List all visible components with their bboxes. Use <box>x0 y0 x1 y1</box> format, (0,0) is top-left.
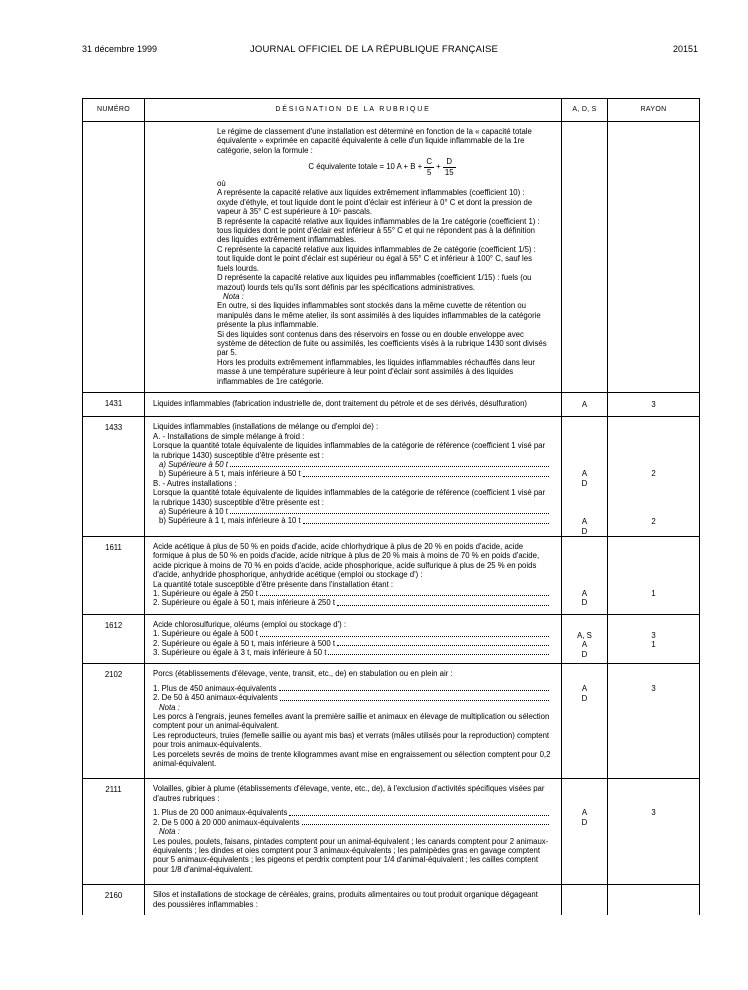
header-title: JOURNAL OFFICIEL DE LA RÉPUBLIQUE FRANÇAISE <box>249 44 499 55</box>
table-row: 1612 Acide chlorosulfurique, oléums (emploi ou stockage d') : 1. Supérieure ou égale à 500 t 2. Supérieure ou égale à 50 t, mais inférieure à 500 t 3. Supérieure ou égale à 3 t, mais inférieure à 50 t A, S A D 3 1 <box>83 614 700 664</box>
table-row: 1611 Acide acétique à plus de 50 % en poids d'acide, acide chlorhydrique à plus de 20 % en poids d'acide, acide formique à plus de 50 % en poids d'acide, acide nitrique à plus de 20 % mais à moins de 70 % en poids d'acide, acide picrique à moins de 70 % en poids d'acide, acide phosphorique, acide sulfurique à plus de 25 % en poids d'acide, anhydride phosphorique, anhydride acétique (emploi ou stockage d') : La quantité totale susceptible d'être présente dans l'installation étant : 1. Supérieure ou égale à 250 t 2. Supérieure ou égale à 50 t, mais inférieure à 250 t A D 1 <box>83 536 700 614</box>
col-designation: DÉSIGNATION DE LA RUBRIQUE <box>145 99 562 122</box>
rubrique-number: 1612 <box>83 614 145 664</box>
header-date: 31 décembre 1999 <box>82 44 158 54</box>
table-header-row <box>83 99 700 122</box>
table-row: 2160 Silos et installations de stockage de céréales, grains, produits alimentaires ou tout produit organique dégageant des poussières inflammables : <box>83 885 700 915</box>
col-ads: A, D, S <box>562 99 608 122</box>
table-row: 2111 Volailles, gibier à plume (établissements d'élevage, vente, etc., de), à l'exclusion d'activités spécifiques visées par d'autres rubriques : 1. Plus de 20 000 animaux-équivalents 2. De 5 000 à 20 000 animaux-équivalents Nota : Les poules, poulets, faisans, pintades comptent pour un animal-équivalent ; les canards comptent pour 2 animaux-équivalents ; les dindes et oies comptent pour 3 animaux-équivalents ; les palmipèdes gras en gavage comptent pour 5 animaux-équivalents ; les pigeons et perdrix comptent pour 1/4 d'animal-équivalent ; les cailles comptent pour 1/8 d'animal-équivalent. A D 3 <box>83 779 700 885</box>
formula: C équivalente totale = 10 A + B + $\frac{C}{5}$ + $\frac{D}{15}$ <box>308 157 454 177</box>
col-numero: NUMÉRO <box>83 99 145 122</box>
rubrique-table <box>82 98 700 915</box>
table-row: 1433 Liquides inflammables (installations de mélange ou d'emploi de) : A. - Installations de simple mélange à froid : Lorsque la quantité totale équivalente de liquides inflammables de la catégorie de référence (coefficient 1 visé par la rubrique 1430) susceptible d'être présente est : a) Supérieure à 50 t b) Supérieure à 5 t, mais inférieure à 50 t B. - Autres installations : Lorsque la quantité totale équivalente de liquides inflammables de la catégorie de référence (coefficient 1 visé par la rubrique 1430) susceptible d'être présente est : a) Supérieure à 10 t b) Supérieure à 1 t, mais inférieure à 10 t A D A D 2 2 <box>83 417 700 537</box>
header-page-number: 20151 <box>672 44 698 54</box>
rubrique-number: 1433 <box>83 417 145 537</box>
intro-text: Le régime de classement d'une installation est déterminé en fonction de la « capacité totale équivalente » exprimée en capacité équivalente à celle d'un liquide inflammable de la 1re catégorie, selon la formule : C équivalente totale = 10 A + B + $\frac{C}{5}$ + $\frac{D}{15}$ où A représente la capacité relative aux liquides extrêmement inflammables (coefficient 10) : oxyde d'éthyle, et tout liquide dont le point d'éclair est inférieur à 0° C et dont la pression de vapeur à 35° C est supérieure à 10⁵ pascals. B représente la capacité relative aux liquides inflammables de la 1re catégorie (coefficient 1) : tous liquides dont le point d'éclair est inférieur à 55° C et qui ne répondent pas à la définition des liquides extrêmement inflammables. C représente la capacité relative aux liquides inflammables de 2e catégorie (coefficient 1/5) : tout liquide dont le point d'éclair est supérieur ou égal à 55° C et inférieur à 100° C, sauf les fuels lourds. D représente la capacité relative aux liquides peu inflammables (coefficient 1/15) : fuels (ou mazout) lourds tels qu'ils sont définis par les spécifications administratives. Nota : En outre, si des liquides inflammables sont stockés dans la même cuvette de rétention ou manipulés dans le même atelier, ils sont assimilés à des liquides inflammables de la catégorie présente la plus inflammable. Si des liquides sont contenus dans des réservoirs en fosse ou en double enveloppe avec système de détection de fuite ou assimilés, les coefficients visés à la rubrique 1430 sont divisés par 5. Hors les produits extrêmement inflammables, les liquides inflammables réchauffés dans leur masse à une température supérieure à leur point d'éclair sont assimilés à des liquides inflammables de 1re catégorie. <box>145 122 562 393</box>
rubrique-number: 1611 <box>83 536 145 614</box>
table-row: 1431 Liquides inflammables (fabrication industrielle de, dont traitement du pétrole et de ses dérivés, désulfuration) A 3 <box>83 392 700 416</box>
col-rayon: RAYON <box>608 99 700 122</box>
table-row: 2102 Porcs (établissements d'élevage, vente, transit, etc., de) en stabulation ou en plein air : 1. Plus de 450 animaux-équivalents 2. De 50 à 450 animaux-équivalents Nota : Les porcs à l'engrais, jeunes femelles avant la première saillie et animaux en élevage de multiplication ou sélection comptent pour un animal-équivalent. Les reproducteurs, truies (femelle saillie ou ayant mis bas) et verrats (mâles utilisés pour la reproduction) comptent pour trois animaux-équivalents. Les porcelets sevrés de moins de trente kilogrammes avant mise en engraissement ou sélection comptent pour 0,2 animal-équivalent. A D 3 <box>83 664 700 779</box>
page-header <box>0 45 748 59</box>
table-row <box>83 122 700 393</box>
rubrique-number: 2111 <box>83 779 145 885</box>
rubrique-number: 1431 <box>83 392 145 416</box>
rubrique-number: 2160 <box>83 885 145 915</box>
rubrique-number: 2102 <box>83 664 145 779</box>
